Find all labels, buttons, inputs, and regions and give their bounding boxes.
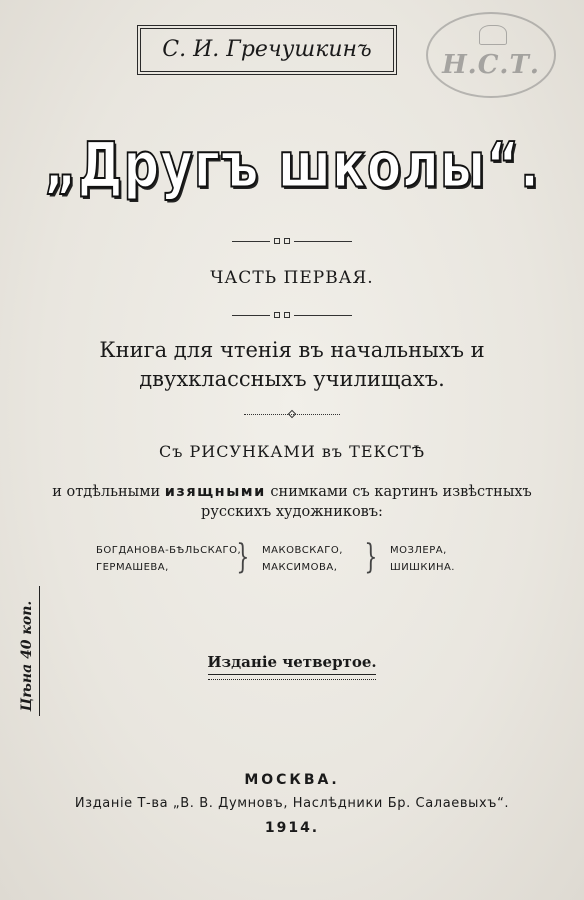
subtitle-line-2: двухклассныхъ училищахъ. — [139, 367, 445, 391]
stamp-text: Н.С.Т. — [442, 50, 540, 80]
edition-label: Изданіе четвертое. — [207, 653, 377, 671]
book-title: „Другъ школы“. — [44, 128, 540, 202]
pictures-text-before: и отдѣльными — [52, 484, 165, 500]
artist-name: МАКОВСКАГО, — [262, 545, 343, 556]
brace-icon: } — [364, 537, 378, 577]
pictures-note — [0, 482, 584, 522]
artists-col-3 — [390, 542, 455, 576]
pictures-text-emph: изящными — [164, 484, 266, 500]
price-rule — [39, 586, 40, 716]
artist-name: МОЗЛЕРА, — [390, 545, 447, 556]
edition-underline — [208, 674, 376, 675]
crown-icon — [479, 25, 507, 45]
artist-name: БОГДАНОВА-БѢЛЬСКАГО, — [96, 545, 242, 556]
book-subtitle — [0, 336, 584, 394]
artist-name: ГЕРМАШЕВА, — [96, 562, 169, 573]
pictures-text-line2: русскихъ художниковъ: — [201, 504, 383, 520]
edition-underline-dotted — [208, 679, 376, 680]
part-heading: ЧАСТЬ ПЕРВАЯ. — [210, 268, 374, 288]
ornament-divider — [0, 237, 584, 247]
city: МОСКВА. — [244, 772, 340, 788]
illustrations-note: Съ РИСУНКАМИ въ ТЕКСТѢ — [158, 442, 425, 461]
artist-name: МАКСИМОВА, — [262, 562, 338, 573]
publisher: Изданіе Т-ва „В. В. Думновъ, Наслѣдники Бр. Салаевыхъ“. — [74, 796, 510, 811]
subtitle-line-1: Книга для чтенія въ начальныхъ и — [99, 338, 485, 362]
author-name: С. И. Гречушкинъ — [162, 37, 372, 62]
ornament-divider — [0, 311, 584, 321]
brace-icon: } — [236, 537, 250, 577]
artists-col-2 — [262, 542, 343, 576]
artists-col-1 — [96, 542, 241, 576]
pictures-text-after: снимками съ картинъ извѣстныхъ — [265, 484, 532, 500]
ornament-divider — [0, 410, 584, 420]
price-label: Цѣна 40 коп. — [19, 600, 35, 712]
year: 1914. — [264, 820, 320, 836]
artist-name: ШИШКИНА. — [390, 562, 455, 573]
